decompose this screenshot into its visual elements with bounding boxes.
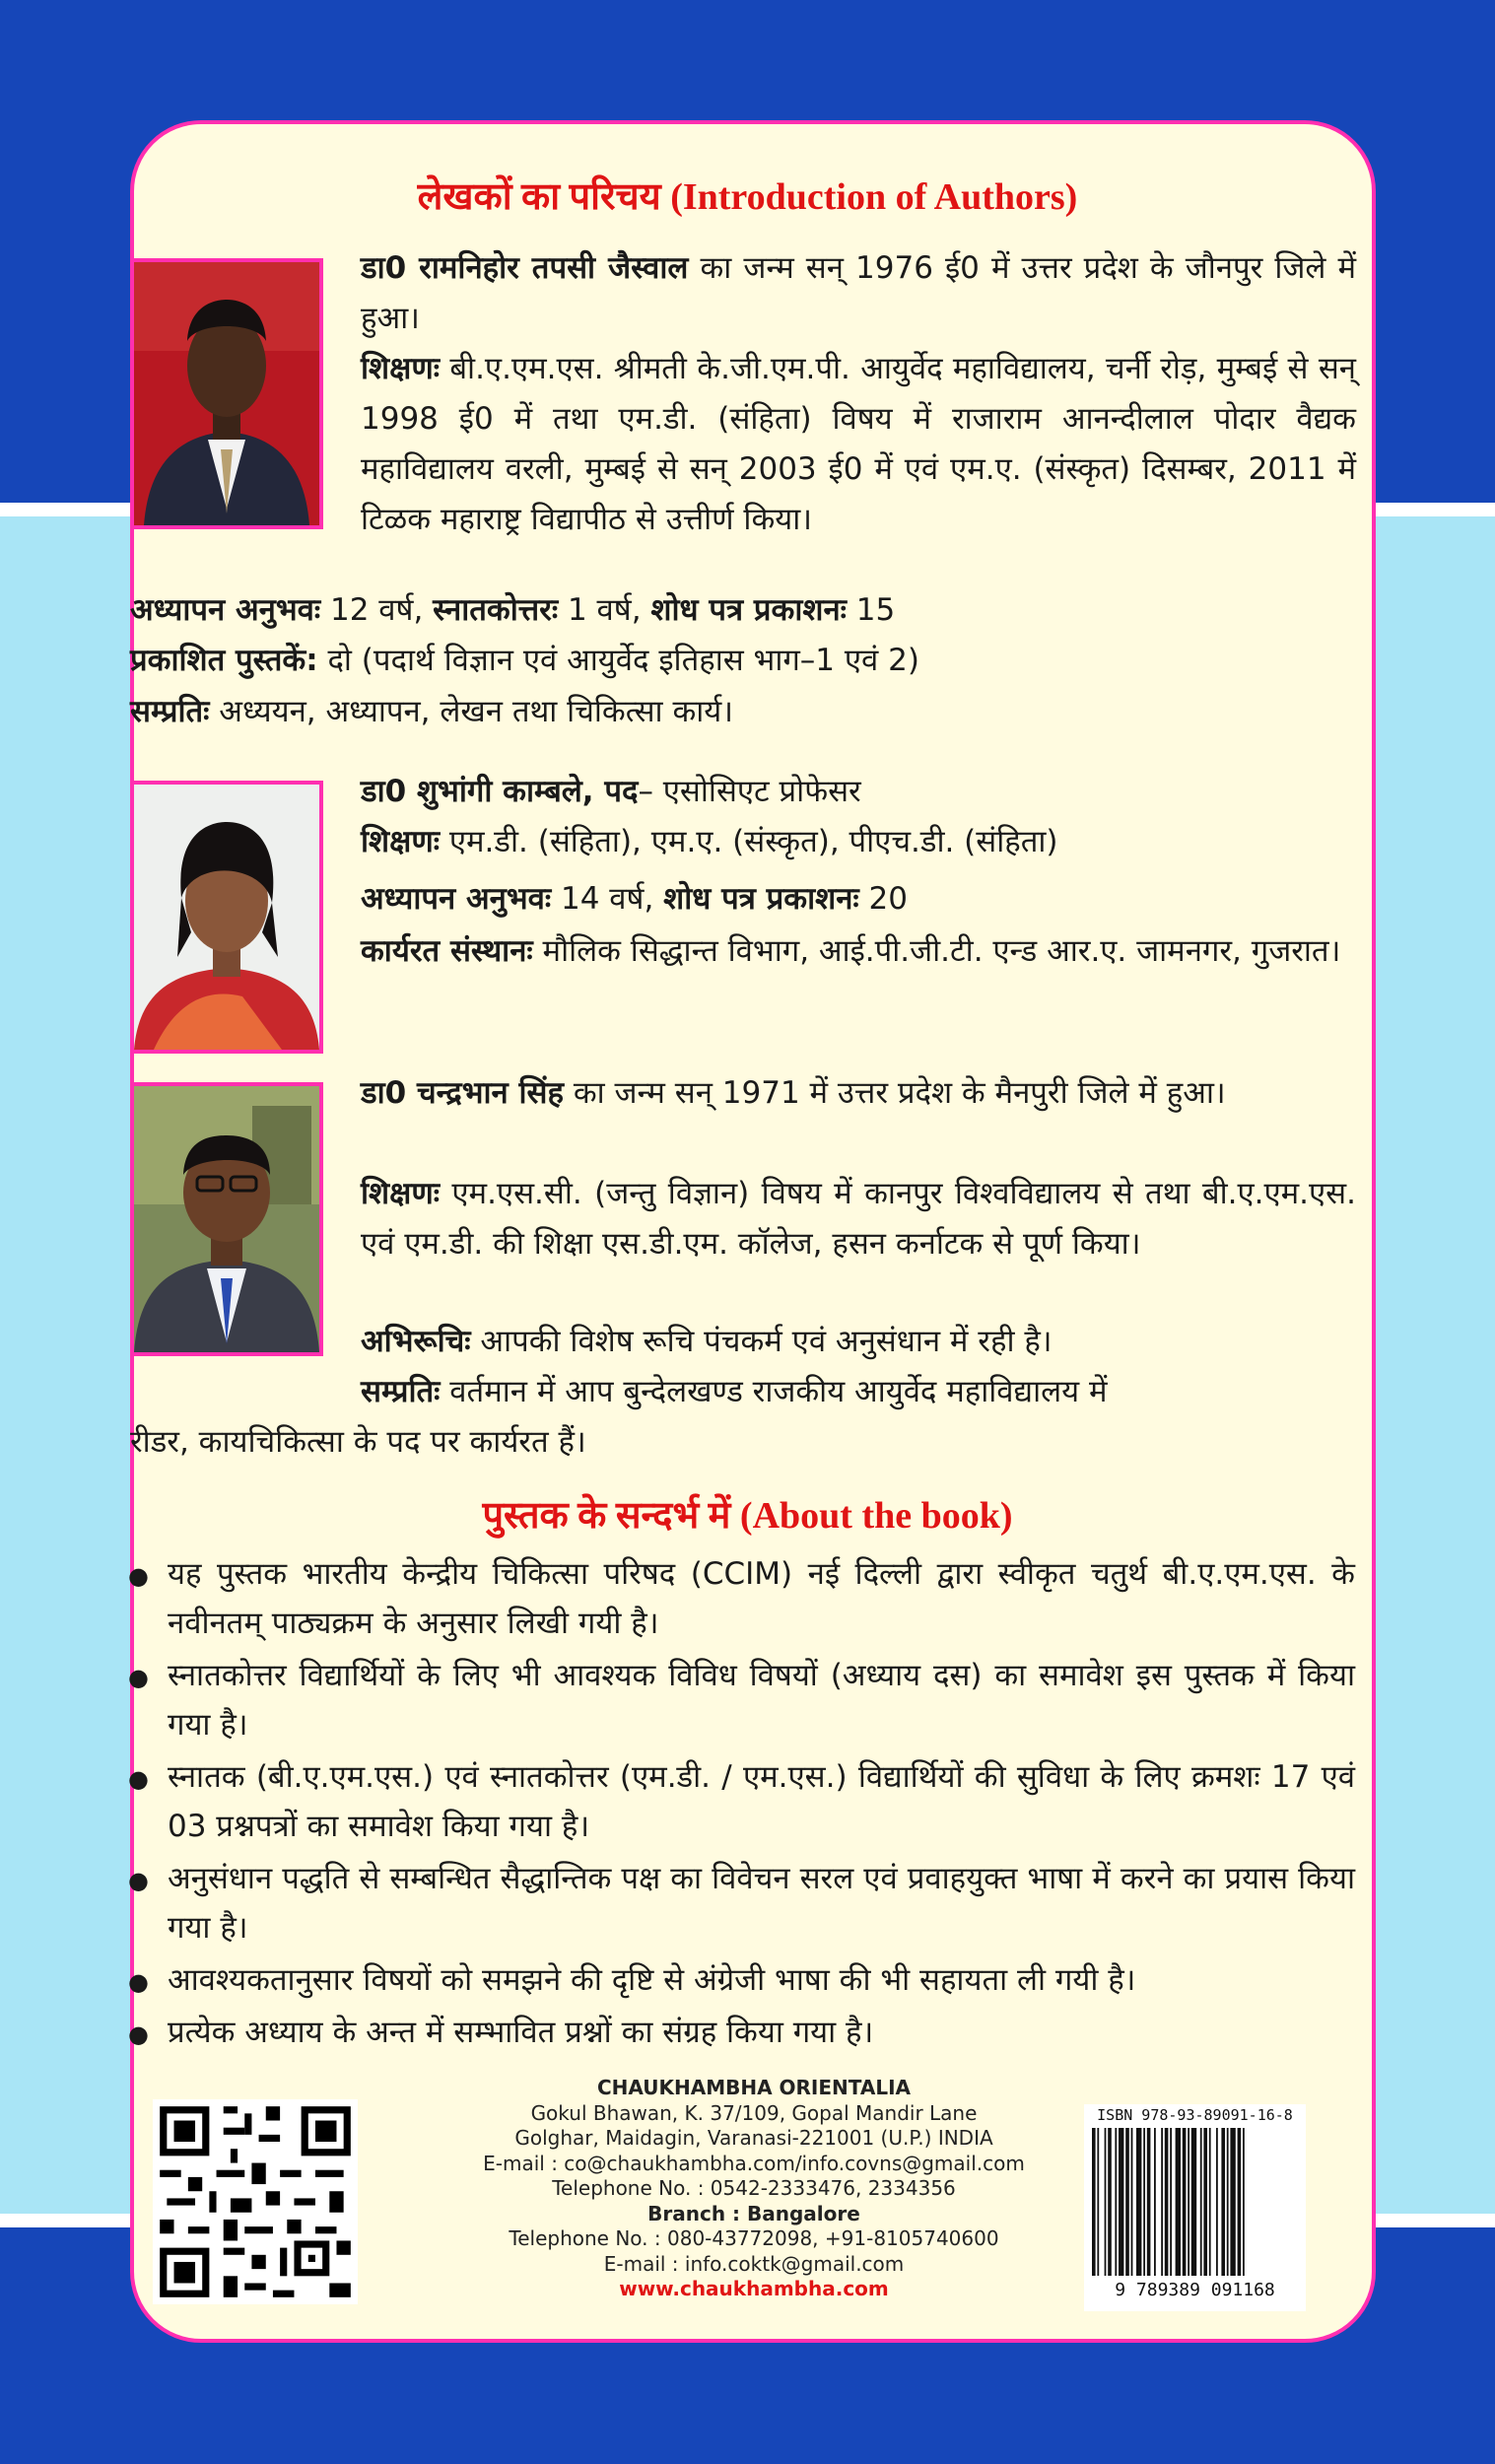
book-heading-hindi: पुस्तक के सन्दर्भ में <box>482 1495 731 1537</box>
author3-interest-text: आपकी विशेष रूचि पंचकर्म एवं अनुसंधान में रही है। <box>470 1324 1053 1359</box>
author3-current-text2: रीडर, कायचिकित्सा के पद पर कार्यरत हैं। <box>130 1424 586 1460</box>
author3-education-label: शिक्षणः <box>361 1176 441 1211</box>
author2-exp: 14 वर्ष, <box>551 881 664 917</box>
author3-photo <box>130 1082 323 1356</box>
authors-heading-hindi: लेखकों का परिचय <box>417 176 661 218</box>
author2-experience <box>361 874 1356 924</box>
author3-name: डा0 चन्द्रभान सिंह <box>361 1075 564 1111</box>
author2-education-text: एम.डी. (संहिता), एम.ए. (संस्कृत), पीएच.डी. (संहिता) <box>440 824 1058 859</box>
author3-current-text1: वर्तमान में आप बुन्देलखण्ड राजकीय आयुर्वेद महाविद्यालय में <box>440 1374 1108 1409</box>
author1-education <box>361 344 1356 545</box>
author2-education-label: शिक्षणः <box>361 824 441 859</box>
book-heading <box>0 1488 1495 1540</box>
barcode-bars <box>1092 2128 1298 2276</box>
author1-experience <box>130 585 1357 636</box>
book-heading-english: (About the book) <box>739 1495 1013 1537</box>
author3-birth: का जन्म सन् 1971 में उत्तर प्रदेश के मैनपुरी जिले में हुआ। <box>563 1075 1226 1111</box>
author2-pub: 20 <box>858 881 908 917</box>
author2-post-label: , पद <box>581 774 639 809</box>
author1-books-label: प्रकाशित पुस्तकें: <box>130 643 318 678</box>
author2-exp-label: अध्यापन अनुभवः <box>361 881 552 917</box>
publisher-email1: E-mail : co@chaukhambha.com/info.covns@gmail.com <box>483 2151 1025 2175</box>
authors-heading-english: (Introduction of Authors) <box>670 176 1078 218</box>
author1-current-text: अध्ययन, अध्यापन, लेखन तथा चिकित्सा कार्य। <box>209 694 734 729</box>
author3-intro <box>361 1068 1356 1119</box>
author2-name: डा0 शुभांगी काम्बले <box>361 774 582 809</box>
book-point: ● प्रत्येक अध्याय के अन्त में सम्भावित प्रश्नों का संग्रह किया गया है। <box>128 2008 1355 2057</box>
author1-name: डा0 रामनिहोर तपसी जैस्वाल <box>361 250 689 286</box>
author1-photo <box>130 258 323 529</box>
author2-inst-label: कार्यरत संस्थानः <box>361 933 533 969</box>
book-point: ● स्नातक (बी.ए.एम.एस.) एवं स्नातकोत्तर (एम.डी. / एम.एस.) विद्यार्थियों की सुविधा के लिए क्रमशः 17 एवं 03 प्रश्नपत्रों का समावेश किया गया है। <box>128 1752 1355 1851</box>
book-points-list <box>128 1549 1355 2060</box>
author1-current <box>130 687 1357 737</box>
author1-exp-label: अध्यापन अनुभवः <box>130 592 321 628</box>
author3-education <box>361 1169 1356 1269</box>
book-point: ● यह पुस्तक भारतीय केन्द्रीय चिकित्सा परिषद (CCIM) नई दिल्ली द्वारा स्वीकृत चतुर्थ बी.ए.एम.एस. के नवीनतम् पाठ्यक्रम के अनुसार लिखी गयी है। <box>128 1549 1355 1648</box>
author2-intro <box>361 767 1356 817</box>
publisher-phone2: Telephone No. : 080-43772098, +91-8105740600 <box>509 2226 999 2250</box>
publisher-phone1: Telephone No. : 0542-2333476, 2334356 <box>552 2176 956 2200</box>
author1-pub-label: शोध पत्र प्रकाशनः <box>650 592 847 628</box>
qr-code <box>153 2099 358 2304</box>
authors-heading <box>0 170 1495 221</box>
author3-education-text: एम.एस.सी. (जन्तु विज्ञान) विषय में कानपुर विश्वविद्यालय से तथा बी.ए.एम.एस. एवं एम.डी. की शिक्षा एस.डी.एम. कॉलेज, हसन कर्नाटक से पूर्ण किया। <box>361 1176 1356 1262</box>
publisher-address2: Golghar, Maidagin, Varanasi-221001 (U.P.) INDIA <box>514 2126 993 2150</box>
book-point: ● अनुसंधान पद्धति से सम्बन्धित सैद्धान्तिक पक्ष का विवेचन सरल एवं प्रवाहयुक्त भाषा में करने का प्रयास किया गया है। <box>128 1854 1355 1952</box>
author1-pg: 1 वर्ष, <box>558 592 651 628</box>
author3-interest <box>361 1317 1356 1367</box>
author3-current-label: सम्प्रतिः <box>361 1374 441 1409</box>
author1-books-text: दो (पदार्थ विज्ञान एवं आयुर्वेद इतिहास भाग–1 एवं 2) <box>317 643 919 678</box>
author2-photo <box>130 781 323 1054</box>
publisher-info <box>424 2076 1084 2302</box>
author1-education-text: बी.ए.एम.एस. श्रीमती के.जी.एम.पी. आयुर्वेद महाविद्यालय, चर्नी रोड़, मुम्बई से सन् 1998 ई0 में तथा एम.डी. (संहिता) विषय में राजाराम आनन्दीलाल पोदार वैद्यक महाविद्यालय वरली, मुम्बई से सन् 2003 ई0 में एवं एम.ए. (संस्कृत) दिसम्बर, 2011 में टिळक महाराष्ट्र विद्यापीठ से उत्तीर्ण किया। <box>361 351 1356 537</box>
isbn-bottom-text: 9 789389 091168 <box>1115 2280 1275 2300</box>
author3-interest-label: अभिरूचिः <box>361 1324 471 1359</box>
book-point: ● आवश्यकतानुसार विषयों को समझने की दृष्टि से अंग्रेजी भाषा की भी सहायता ली गयी है। <box>128 1955 1355 2005</box>
isbn-barcode <box>1084 2104 1306 2311</box>
author2-pub-label: शोध पत्र प्रकाशनः <box>663 881 859 917</box>
publisher-address1: Gokul Bhawan, K. 37/109, Gopal Mandir Lane <box>530 2100 978 2125</box>
publisher-name: CHAUKHAMBHA ORIENTALIA <box>596 2076 912 2099</box>
author1-pg-label: स्नातकोत्तरः <box>433 592 559 628</box>
author1-current-label: सम्प्रतिः <box>130 694 210 729</box>
author1-intro <box>361 243 1356 344</box>
publisher-website: www.chaukhambha.com <box>619 2277 889 2300</box>
author3-current-line1 <box>361 1367 1356 1417</box>
publisher-email2: E-mail : info.coktk@gmail.com <box>603 2251 905 2276</box>
author2-institute <box>361 926 1356 977</box>
author3-current-line2 <box>130 1417 1357 1468</box>
author2-inst-text: मौलिक सिद्धान्त विभाग, आई.पी.जी.टी. एन्ड आर.ए. जामनगर, गुजरात। <box>532 933 1341 969</box>
author1-birth: का जन्म सन् 1976 ई0 में उत्तर प्रदेश के जौनपुर जिले में हुआ। <box>361 250 1356 336</box>
author1-education-label: शिक्षणः <box>361 351 441 386</box>
author2-post: – एसोसिएट प्रोफेसर <box>638 774 861 809</box>
author1-books <box>130 636 1357 686</box>
isbn-top-text: ISBN 978-93-89091-16-8 <box>1097 2106 1293 2124</box>
publisher-branch: Branch : Bangalore <box>647 2201 860 2225</box>
author1-exp: 12 वर्ष, <box>320 592 434 628</box>
author1-pub: 15 <box>846 592 896 628</box>
book-point: ● स्नातकोत्तर विद्यार्थियों के लिए भी आवश्यक विविध विषयों (अध्याय दस) का समावेश इस पुस्तक में किया गया है। <box>128 1651 1355 1749</box>
author2-education <box>361 817 1356 867</box>
